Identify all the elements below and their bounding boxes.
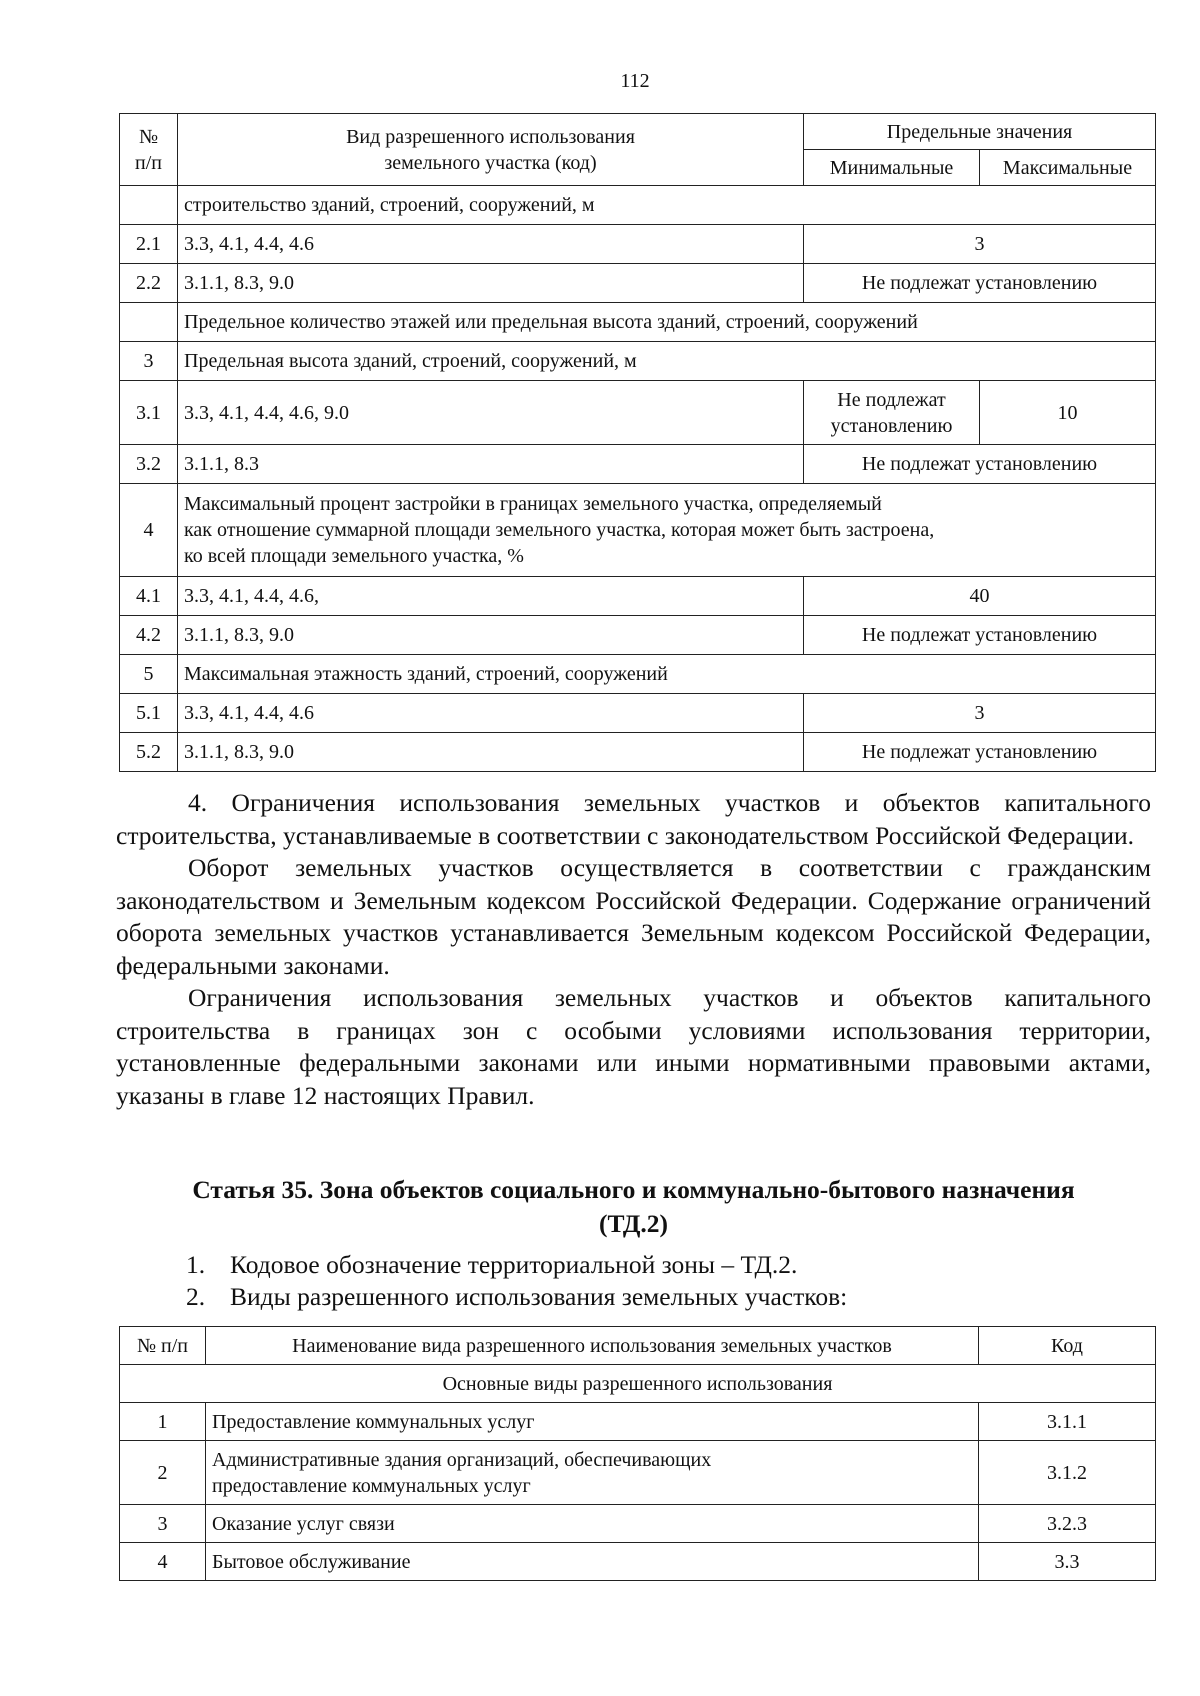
header-name: Наименование вида разрешенного использования земельных участков	[206, 1327, 979, 1365]
row-num: 4.1	[120, 577, 178, 616]
header-num: № п/п	[120, 114, 178, 186]
header-num: № п/п	[120, 1327, 206, 1365]
row-code: 3.2.3	[979, 1505, 1156, 1543]
header-kind: Вид разрешенного использования земельного участка (код)	[178, 114, 804, 186]
row-code: 3.1.2	[979, 1441, 1156, 1505]
row-num: 3.1	[120, 381, 178, 445]
row-codes: 3.3, 4.1, 4.4, 4.6, 9.0	[178, 381, 804, 445]
row-num: 3	[120, 342, 178, 381]
row-value: 40	[804, 577, 1156, 616]
row-name: Административные здания организаций, обеспечивающих предоставление коммунальных услуг	[206, 1441, 979, 1505]
page-number: 112	[620, 70, 650, 92]
list-item-text: Кодовое обозначение территориальной зоны – ТД.2.	[230, 1250, 798, 1279]
row-value: Не подлежат установлению	[804, 733, 1156, 772]
row-min: Не подлежат установлению	[804, 381, 980, 445]
row-num: 4	[120, 1543, 206, 1581]
row-codes: 3.1.1, 8.3, 9.0	[178, 733, 804, 772]
list-item	[186, 1281, 847, 1313]
row-value: 3	[804, 694, 1156, 733]
row-text: Предельная высота зданий, строений, сооружений, м	[178, 342, 1156, 381]
row-num: 4	[120, 484, 178, 577]
row-name: Предоставление коммунальных услуг	[206, 1403, 979, 1441]
paragraph: Оборот земельных участков осуществляется в соответствии с гражданским законодательством и Земельным кодексом Российской Федерации. Содержание ограничений оборота земельных участков устанавливается Земельным кодексом Российской Федерации, федеральными законами.	[116, 853, 1151, 980]
row-code: 3.1.1	[979, 1403, 1156, 1441]
row-num: 2	[120, 1441, 206, 1505]
row-value: Не подлежат установлению	[804, 616, 1156, 655]
header-code: Код	[979, 1327, 1156, 1365]
row-value: Не подлежат установлению	[804, 445, 1156, 484]
row-name: Оказание услуг связи	[206, 1505, 979, 1543]
row-num: 4.2	[120, 616, 178, 655]
row-num: 1	[120, 1403, 206, 1441]
row-num: 2.2	[120, 264, 178, 303]
header-max: Максимальные	[980, 150, 1156, 186]
paragraph: 4. Ограничения использования земельных участков и объектов капитального строительства, устанавливаемые в соответствии с законодательством Российской Федерации.	[116, 788, 1151, 850]
list-item	[186, 1249, 797, 1281]
header-min: Минимальные	[804, 150, 980, 186]
section-title: Основные виды разрешенного использования	[120, 1365, 1156, 1403]
row-max: 10	[980, 381, 1156, 445]
row-num: 5.2	[120, 733, 178, 772]
row-codes: 3.1.1, 8.3	[178, 445, 804, 484]
row-num	[120, 303, 178, 342]
row-num: 5.1	[120, 694, 178, 733]
row-num: 2.1	[120, 225, 178, 264]
limits-table	[119, 113, 1156, 772]
row-num: 5	[120, 655, 178, 694]
row-value: Не подлежат установлению	[804, 264, 1156, 303]
row-num: 3	[120, 1505, 206, 1543]
row-text: Максимальная этажность зданий, строений, сооружений	[178, 655, 1156, 694]
permitted-uses-table	[119, 1326, 1156, 1581]
row-num	[120, 186, 178, 225]
row-codes: 3.3, 4.1, 4.4, 4.6	[178, 694, 804, 733]
row-value: 3	[804, 225, 1156, 264]
row-codes: 3.1.1, 8.3, 9.0	[178, 616, 804, 655]
row-text: Максимальный процент застройки в границах земельного участка, определяемый как отношение суммарной площади земельного участка, которая может быть застроена, ко всей площади земельного участка, %	[178, 484, 1156, 577]
row-code: 3.3	[979, 1543, 1156, 1581]
row-codes: 3.1.1, 8.3, 9.0	[178, 264, 804, 303]
row-text: строительство зданий, строений, сооружений, м	[178, 186, 1156, 225]
row-name: Бытовое обслуживание	[206, 1543, 979, 1581]
list-item-text: Виды разрешенного использования земельных участков:	[230, 1282, 848, 1311]
list-item-number: 1.	[186, 1250, 206, 1279]
paragraph: Ограничения использования земельных участков и объектов капитального строительства в границах зон с особыми условиями использования территории, установленные федеральными законами или иными нормативными правовыми актами, указаны в главе 12 настоящих Правил.	[116, 983, 1151, 1110]
header-limits: Предельные значения	[804, 114, 1156, 150]
row-codes: 3.3, 4.1, 4.4, 4.6,	[178, 577, 804, 616]
paragraphs	[116, 787, 1151, 1112]
row-text: Предельное количество этажей или предельная высота зданий, строений, сооружений	[178, 303, 1156, 342]
list-item-number: 2.	[186, 1282, 206, 1311]
article-heading: Статья 35. Зона объектов социального и коммунально-бытового назначения (ТД.2)	[192, 1175, 1075, 1238]
row-num: 3.2	[120, 445, 178, 484]
row-codes: 3.3, 4.1, 4.4, 4.6	[178, 225, 804, 264]
